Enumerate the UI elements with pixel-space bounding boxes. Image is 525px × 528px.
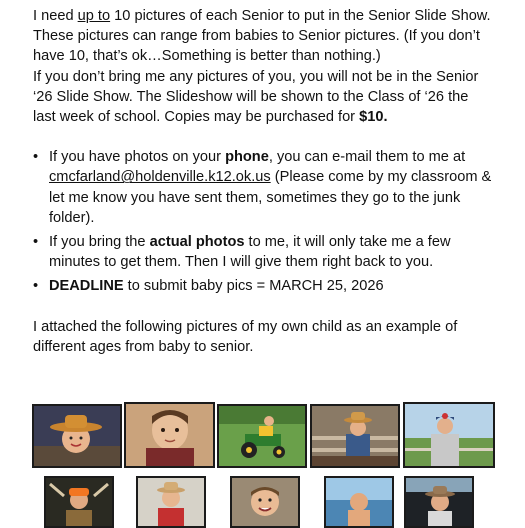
photo-hunter-orange-cap [44, 476, 114, 528]
photo-toddler-portrait [124, 402, 215, 468]
intro-paragraph [33, 6, 495, 67]
document-body [33, 6, 495, 357]
price: $10. [359, 109, 388, 126]
actual-photos-bold: actual photos [149, 234, 245, 251]
closing-paragraph: I attached the following pictures of my own child as an example of different ages from baby to senior. [33, 318, 458, 355]
warning-paragraph [33, 67, 495, 128]
photo-teen-in-car [404, 476, 474, 528]
photo-kid-tractor [217, 404, 307, 468]
photo-boy-smiling [230, 476, 300, 528]
photo-toddler-cowboy-hat [32, 404, 122, 468]
deadline-bold: DEADLINE [49, 278, 124, 295]
phone-text: If you have photos on your [49, 149, 226, 166]
photo-boy-beach [324, 476, 394, 528]
email-link[interactable]: cmcfarland@holdenville.k12.ok.us [49, 169, 271, 186]
intro-text: I need [33, 8, 78, 24]
list-item-phone [33, 147, 495, 228]
deadline-text: to submit baby pics = MARCH 25, 2026 [123, 278, 384, 295]
up-to-underlined: up to [77, 8, 111, 24]
photo-kid-red-shirt [136, 476, 206, 528]
phone-bold: phone [225, 149, 269, 166]
bullet-dot: • [33, 234, 39, 251]
actual-photos-text: If you bring the [49, 234, 150, 251]
list-item-actual-photos [33, 232, 495, 272]
phone-note: (Please come by my classroom & let me know you have sent them, sometimes they go to the junk folder). [49, 169, 492, 226]
photo-teen-outdoors [403, 402, 495, 468]
instructions-list [33, 147, 495, 296]
bullet-dot: • [33, 149, 39, 166]
bullet-dot: • [33, 278, 39, 295]
photo-kid-fence-hat [310, 404, 400, 468]
actual-photos-text-cont: to me, it will only take me a few minutes to get them. Then I will give them right back to you. [49, 234, 451, 271]
intro-text-cont: 10 pictures of each Senior to put in the Senior Slide Show. These pictures can range from babies to Senior pictures. (If you don’t have 10, that’s ok…Something is better than nothing.) [33, 8, 491, 65]
phone-text-cont: , you can e-mail them to me at [268, 149, 466, 166]
warning-text: If you don’t bring me any pictures of you, you will not be in the Senior ‘26 Slide Show. The Slideshow will be shown to the Class of ‘26 the last week of school. Copies may be purchased for [33, 68, 479, 126]
list-item-deadline [33, 276, 495, 296]
